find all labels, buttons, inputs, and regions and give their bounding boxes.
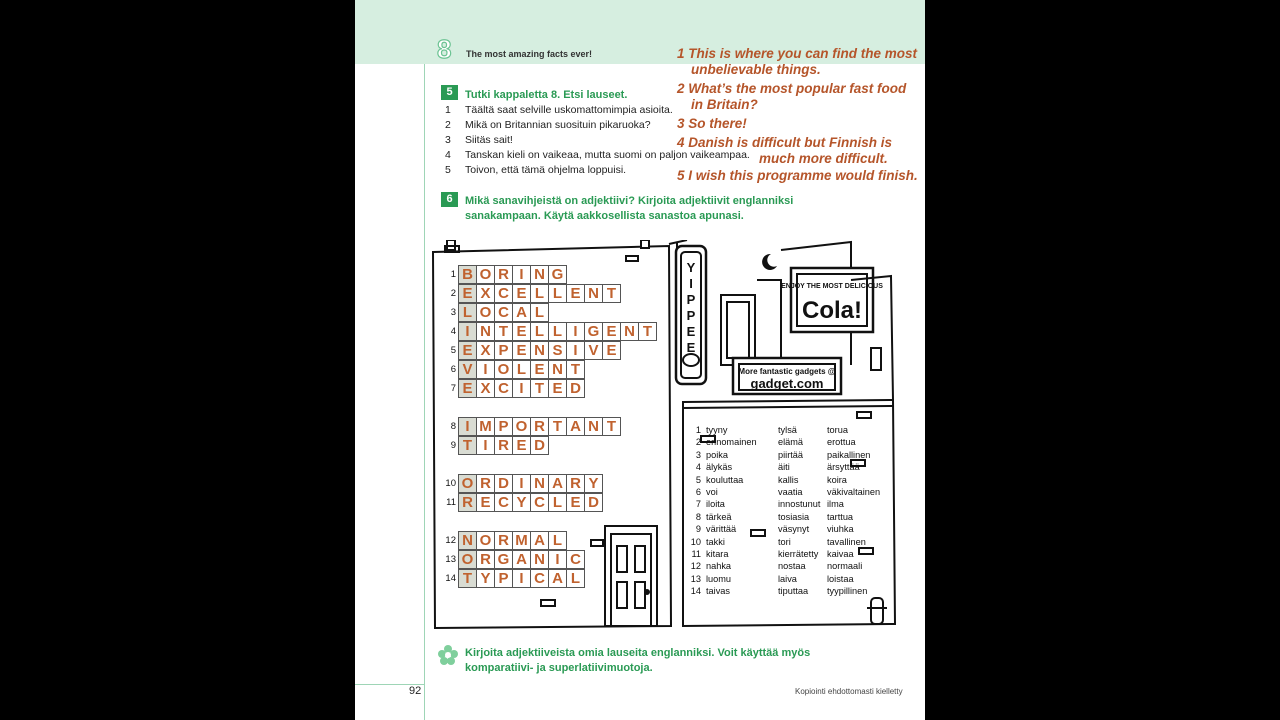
- crossword-row-number: 7: [450, 383, 456, 394]
- crossword-row-8: [444, 417, 620, 436]
- crossword-cell[interactable]: N: [530, 265, 549, 284]
- hint-row-11: [688, 548, 887, 560]
- crossword-row-number: 14: [445, 573, 456, 584]
- hint-word: torua: [827, 425, 848, 435]
- crossword-key-cell[interactable]: O: [458, 474, 477, 493]
- crossword-cell[interactable]: M: [512, 531, 531, 550]
- crossword-cell[interactable]: C: [494, 284, 513, 303]
- crossword-cell[interactable]: N: [530, 341, 549, 360]
- crossword-word: [458, 322, 656, 341]
- hint-word: koira: [827, 474, 847, 485]
- crossword-key-cell[interactable]: N: [458, 531, 477, 550]
- hint-word: kouluttaa: [706, 474, 744, 485]
- crossword-row-number: 5: [450, 345, 456, 356]
- crossword-cell[interactable]: T: [566, 360, 585, 379]
- answer-4-line1: 4 Danish is difficult but Finnish is: [677, 135, 893, 150]
- hint-row-5: [688, 474, 887, 486]
- hint-word: tärkeä: [706, 511, 732, 522]
- crossword-cell[interactable]: X: [476, 379, 495, 398]
- crossword-cell[interactable]: I: [512, 474, 531, 493]
- hint-word: laiva: [778, 573, 797, 584]
- crossword-cell[interactable]: P: [494, 417, 513, 436]
- gadget-tagline: More fantastic gadgets @: [738, 367, 836, 376]
- crossword-cell[interactable]: O: [512, 417, 531, 436]
- hint-row-9: [688, 523, 887, 535]
- crossword-cell[interactable]: E: [566, 284, 585, 303]
- final-task-line2: komparatiivi- ja superlatiivimuotoja.: [465, 662, 653, 674]
- cola-sign-text: Cola!: [802, 297, 862, 324]
- crossword-key-cell[interactable]: E: [458, 379, 477, 398]
- crossword-cell[interactable]: S: [548, 341, 567, 360]
- crossword-word: [458, 493, 602, 512]
- crossword-cell[interactable]: T: [638, 322, 657, 341]
- crossword-cell[interactable]: X: [476, 341, 495, 360]
- crossword-cell[interactable]: E: [602, 341, 621, 360]
- answer-2-line2: in Britain?: [691, 97, 758, 112]
- crossword-cell[interactable]: T: [494, 322, 513, 341]
- answer-1-line1: 1 This is where you can find the most: [677, 46, 918, 61]
- crossword-key-cell[interactable]: V: [458, 360, 477, 379]
- hint-word: taivas: [706, 586, 731, 597]
- crossword-row-number: 12: [445, 535, 456, 546]
- hint-word: kaivaa: [827, 548, 854, 559]
- hint-number: 9: [695, 524, 701, 535]
- crossword-cell[interactable]: R: [476, 550, 495, 569]
- answer-5: 5 I wish this programme would finish.: [677, 168, 918, 183]
- crossword-cell[interactable]: R: [494, 531, 513, 550]
- crossword-word: [458, 265, 566, 284]
- hint-number: 5: [695, 474, 701, 485]
- sentence-4: 4 Tanskan kieli on vaikeaa, mutta suomi on paljon vaikeampaa.: [445, 149, 750, 161]
- exercise-5-title: Tutki kappaletta 8. Etsi lauseet.: [465, 89, 628, 101]
- crossword-cell[interactable]: A: [548, 474, 567, 493]
- hint-row-13: [688, 573, 887, 585]
- crossword-cell[interactable]: D: [584, 493, 603, 512]
- sentence-2: 2 Mikä on Britannian suosituin pikaruoka?: [445, 119, 651, 131]
- hint-word: piirtää: [778, 449, 804, 460]
- crossword-cell[interactable]: L: [548, 531, 567, 550]
- hint-word: elämä: [778, 437, 804, 448]
- crossword-cell[interactable]: R: [494, 436, 513, 455]
- hint-word: ilma: [827, 499, 844, 510]
- crossword-cell[interactable]: N: [620, 322, 639, 341]
- yippee-letter-e1: E: [686, 324, 696, 339]
- crossword-word: [458, 417, 620, 436]
- hint-word: äiti: [778, 462, 790, 473]
- crossword-cell[interactable]: I: [476, 436, 495, 455]
- crossword-cell[interactable]: R: [494, 265, 513, 284]
- hint-word: viuhka: [827, 524, 854, 535]
- crossword-row-number: 1: [450, 269, 456, 280]
- crossword-row-1: [444, 265, 566, 284]
- crossword-cell[interactable]: O: [494, 360, 513, 379]
- hint-word: luomu: [706, 573, 732, 584]
- crossword-cell[interactable]: E: [548, 379, 567, 398]
- crossword-cell[interactable]: T: [602, 284, 621, 303]
- crossword-cell[interactable]: Y: [584, 474, 603, 493]
- hint-number: 7: [695, 499, 701, 510]
- crossword-row-5: [444, 341, 620, 360]
- crossword-cell[interactable]: G: [494, 550, 513, 569]
- crossword-cell[interactable]: C: [494, 379, 513, 398]
- flower-icon: [438, 645, 458, 665]
- crossword-cell[interactable]: E: [476, 493, 495, 512]
- crossword-row-2: [444, 284, 620, 303]
- hint-word: iloita: [706, 499, 725, 510]
- crossword-cell[interactable]: X: [476, 284, 495, 303]
- answer-1-line2: unbelievable things.: [691, 62, 821, 77]
- yippee-letter-p2: P: [686, 308, 696, 323]
- yippee-letter-e2: E: [686, 340, 696, 355]
- crossword-row-number: 3: [450, 307, 456, 318]
- hint-word: ärsyttää: [827, 462, 860, 473]
- crossword-cell[interactable]: D: [530, 436, 549, 455]
- crossword-key-cell[interactable]: I: [458, 417, 477, 436]
- crossword-cell[interactable]: N: [530, 474, 549, 493]
- hint-row-1: [688, 424, 887, 436]
- crossword-row-6: [444, 360, 584, 379]
- crossword-row-number: 11: [446, 497, 456, 508]
- crossword-key-cell[interactable]: T: [458, 569, 477, 588]
- crossword-cell[interactable]: G: [584, 322, 603, 341]
- hint-word: kallis: [778, 474, 799, 485]
- copyright-notice: Kopiointi ehdottomasti kielletty: [795, 687, 903, 696]
- crossword-cell[interactable]: N: [530, 550, 549, 569]
- crossword-cell[interactable]: L: [530, 322, 549, 341]
- crossword-key-cell[interactable]: E: [458, 284, 477, 303]
- crossword-cell[interactable]: I: [512, 569, 531, 588]
- hint-word: tori: [778, 536, 791, 547]
- crossword-row-3: [444, 303, 548, 322]
- hint-word: tiputtaa: [778, 586, 809, 597]
- crossword-cell[interactable]: O: [476, 265, 495, 284]
- crossword-word: [458, 531, 566, 550]
- crossword-row-4: [444, 322, 656, 341]
- hint-word: tarttua: [827, 511, 854, 522]
- crossword-row-number: 8: [450, 421, 456, 432]
- crossword-row-number: 4: [450, 326, 456, 337]
- crossword-cell[interactable]: E: [512, 322, 531, 341]
- crossword-cell[interactable]: V: [584, 341, 603, 360]
- sentence-1: 1 Täältä saat selville uskomattomimpia asioita.: [445, 104, 673, 116]
- hint-number: 13: [690, 573, 701, 584]
- crossword-cell[interactable]: A: [530, 531, 549, 550]
- crossword-word: [458, 341, 620, 360]
- hint-row-14: [688, 585, 887, 597]
- crossword-cell[interactable]: L: [548, 284, 567, 303]
- hint-word: tyypillinen: [827, 586, 868, 597]
- crossword-key-cell[interactable]: L: [458, 303, 477, 322]
- crossword-row-14: [444, 569, 584, 588]
- crossword-key-cell[interactable]: I: [458, 322, 477, 341]
- crossword-cell[interactable]: T: [530, 379, 549, 398]
- chapter-number: 8: [437, 34, 452, 64]
- crossword-word: [458, 379, 584, 398]
- exercise-6-title-line1: Mikä sanavihjeistä on adjektiivi? Kirjoita adjektiivit englanniksi: [465, 195, 794, 207]
- crossword-row-13: [444, 550, 584, 569]
- crossword-key-cell[interactable]: E: [458, 341, 477, 360]
- exercise-6-title-line2: sanakampaan. Käytä aakkosellista sanastoa apunasi.: [465, 210, 744, 222]
- crossword-word: [458, 284, 620, 303]
- hint-row-4: [688, 461, 887, 473]
- crossword-cell[interactable]: I: [476, 360, 495, 379]
- crossword-key-cell[interactable]: O: [458, 550, 477, 569]
- hint-number: 14: [690, 586, 701, 597]
- hint-word: tylsä: [778, 425, 797, 435]
- crossword-cell[interactable]: O: [476, 531, 495, 550]
- crossword-cell[interactable]: P: [494, 341, 513, 360]
- hint-word: normaali: [827, 561, 863, 572]
- hint-word: väkivaltainen: [827, 486, 881, 497]
- crossword-cell[interactable]: N: [584, 284, 603, 303]
- crossword-cell[interactable]: I: [512, 379, 531, 398]
- final-task-line1: Kirjoita adjektiiveista omia lauseita englanniksi. Voit käyttää myös: [465, 647, 811, 659]
- crossword-cell[interactable]: M: [476, 417, 495, 436]
- crossword-cell[interactable]: C: [494, 303, 513, 322]
- hint-word: poika: [706, 449, 728, 460]
- crossword-cell[interactable]: C: [566, 550, 585, 569]
- hint-number: 2: [695, 437, 701, 448]
- crossword-cell[interactable]: E: [530, 360, 549, 379]
- hint-number: 12: [690, 561, 701, 572]
- crossword-row-12: [444, 531, 566, 550]
- crossword-cell[interactable]: R: [566, 474, 585, 493]
- crossword-cell[interactable]: A: [512, 550, 531, 569]
- crossword-cell[interactable]: L: [548, 493, 567, 512]
- page-number: 92: [409, 685, 422, 697]
- hint-number: 4: [695, 462, 701, 473]
- chapter-title: The most amazing facts ever!: [466, 49, 593, 59]
- crossword-cell[interactable]: L: [566, 569, 585, 588]
- crossword-cell[interactable]: C: [530, 493, 549, 512]
- crossword-row-number: 9: [450, 440, 456, 451]
- crossword-row-10: [444, 474, 602, 493]
- word-hint-list: [688, 424, 887, 597]
- crossword-cell[interactable]: R: [476, 474, 495, 493]
- crossword-row-7: [444, 379, 584, 398]
- hint-word: vaatia: [778, 486, 803, 497]
- crossword-row-number: 13: [445, 554, 456, 565]
- hint-word: tosiasia: [778, 511, 810, 522]
- crossword-cell[interactable]: P: [494, 569, 513, 588]
- sentence-3: 3 Siitäs sait!: [445, 134, 513, 146]
- answer-2-line1: 2 What’s the most popular fast food: [677, 81, 907, 96]
- hint-word: kierrätetty: [778, 548, 819, 559]
- crossword-cell[interactable]: E: [602, 322, 621, 341]
- crossword-cell[interactable]: A: [512, 303, 531, 322]
- crossword-cell[interactable]: L: [530, 284, 549, 303]
- answer-3: 3 So there!: [677, 116, 747, 131]
- hint-word: nostaa: [778, 561, 806, 572]
- crossword-row-number: 2: [450, 288, 456, 299]
- hint-word: nahka: [706, 561, 732, 572]
- hint-number: 11: [691, 548, 701, 559]
- crossword-word: [458, 474, 602, 493]
- cola-tagline: ENJOY THE MOST DELICIOUS: [781, 283, 883, 290]
- hint-row-7: [688, 498, 887, 510]
- hint-word: paikallinen: [827, 449, 871, 460]
- crossword-row-9: [444, 436, 548, 455]
- crossword-cell[interactable]: N: [548, 360, 567, 379]
- crossword-cell[interactable]: I: [566, 341, 585, 360]
- crossword-cell[interactable]: E: [566, 493, 585, 512]
- hint-row-6: [688, 486, 887, 498]
- workbook-page: [355, 0, 925, 720]
- hint-number: 10: [690, 536, 701, 547]
- hint-row-2: [688, 436, 887, 448]
- hint-row-3: [688, 449, 887, 461]
- crossword-cell[interactable]: E: [512, 284, 531, 303]
- crossword-cell[interactable]: L: [548, 322, 567, 341]
- crossword-cell[interactable]: A: [566, 417, 585, 436]
- hint-word: takki: [706, 536, 725, 547]
- crossword-cell[interactable]: N: [584, 417, 603, 436]
- yippee-letter-p1: P: [686, 292, 696, 307]
- hint-word: tavallinen: [827, 536, 866, 547]
- hint-number: 8: [695, 511, 701, 522]
- hint-word: väsynyt: [778, 524, 810, 535]
- hint-row-12: [688, 560, 887, 572]
- crossword-key-cell[interactable]: R: [458, 493, 477, 512]
- hint-word: värittää: [706, 524, 737, 535]
- crossword-key-cell[interactable]: B: [458, 265, 477, 284]
- hint-row-8: [688, 511, 887, 523]
- hint-word: innostunut: [778, 499, 821, 510]
- crossword-cell[interactable]: I: [512, 265, 531, 284]
- crossword-cell[interactable]: L: [530, 303, 549, 322]
- final-task: [465, 646, 845, 676]
- crossword-word: [458, 550, 584, 569]
- crossword-word: [458, 360, 584, 379]
- answer-4-line2: much more difficult.: [759, 151, 888, 166]
- crossword-cell[interactable]: D: [566, 379, 585, 398]
- crossword-cell[interactable]: O: [476, 303, 495, 322]
- crossword-row-number: 6: [450, 364, 456, 375]
- crossword-cell[interactable]: D: [494, 474, 513, 493]
- crossword-cell[interactable]: E: [512, 436, 531, 455]
- hint-word: loistaa: [827, 573, 854, 584]
- hint-number: 1: [695, 425, 701, 435]
- crossword-cell[interactable]: G: [548, 265, 567, 284]
- crossword-key-cell[interactable]: T: [458, 436, 477, 455]
- hint-word: erottua: [827, 437, 856, 448]
- crossword-row-number: 10: [445, 478, 456, 489]
- crossword-cell[interactable]: E: [512, 341, 531, 360]
- crossword-cell[interactable]: Y: [476, 569, 495, 588]
- crossword-cell[interactable]: C: [530, 569, 549, 588]
- crossword-cell[interactable]: C: [494, 493, 513, 512]
- crossword-cell[interactable]: Y: [512, 493, 531, 512]
- crossword-cell[interactable]: T: [548, 417, 567, 436]
- crossword-cell[interactable]: N: [476, 322, 495, 341]
- crossword-word: [458, 436, 548, 455]
- crossword-cell[interactable]: I: [566, 322, 585, 341]
- yippee-letter-y1: Y: [686, 260, 696, 275]
- sentence-5: 5 Toivon, että tämä ohjelma loppuisi.: [445, 164, 627, 176]
- crossword-cell[interactable]: I: [548, 550, 567, 569]
- crossword-cell[interactable]: R: [530, 417, 549, 436]
- crossword-row-11: [444, 493, 602, 512]
- exercise-6-number: 6: [441, 192, 458, 207]
- gadget-sign-text: gadget.com: [750, 376, 824, 391]
- hint-word: voi: [706, 486, 718, 497]
- hint-number: 3: [695, 449, 701, 460]
- crossword-word: [458, 569, 584, 588]
- crossword-cell[interactable]: L: [512, 360, 531, 379]
- crossword-cell[interactable]: A: [548, 569, 567, 588]
- hint-word: erinomainen: [706, 437, 757, 448]
- exercise-5-number: 5: [441, 85, 458, 100]
- yippee-letter-i: I: [689, 276, 693, 291]
- crossword-cell[interactable]: T: [602, 417, 621, 436]
- hint-row-10: [688, 536, 887, 548]
- hint-word: tyyny: [706, 425, 728, 435]
- side-margin: [355, 64, 425, 720]
- crossword-word: [458, 303, 548, 322]
- hint-number: 6: [695, 486, 701, 497]
- hint-word: älykäs: [706, 462, 733, 473]
- hint-word: kitara: [706, 548, 729, 559]
